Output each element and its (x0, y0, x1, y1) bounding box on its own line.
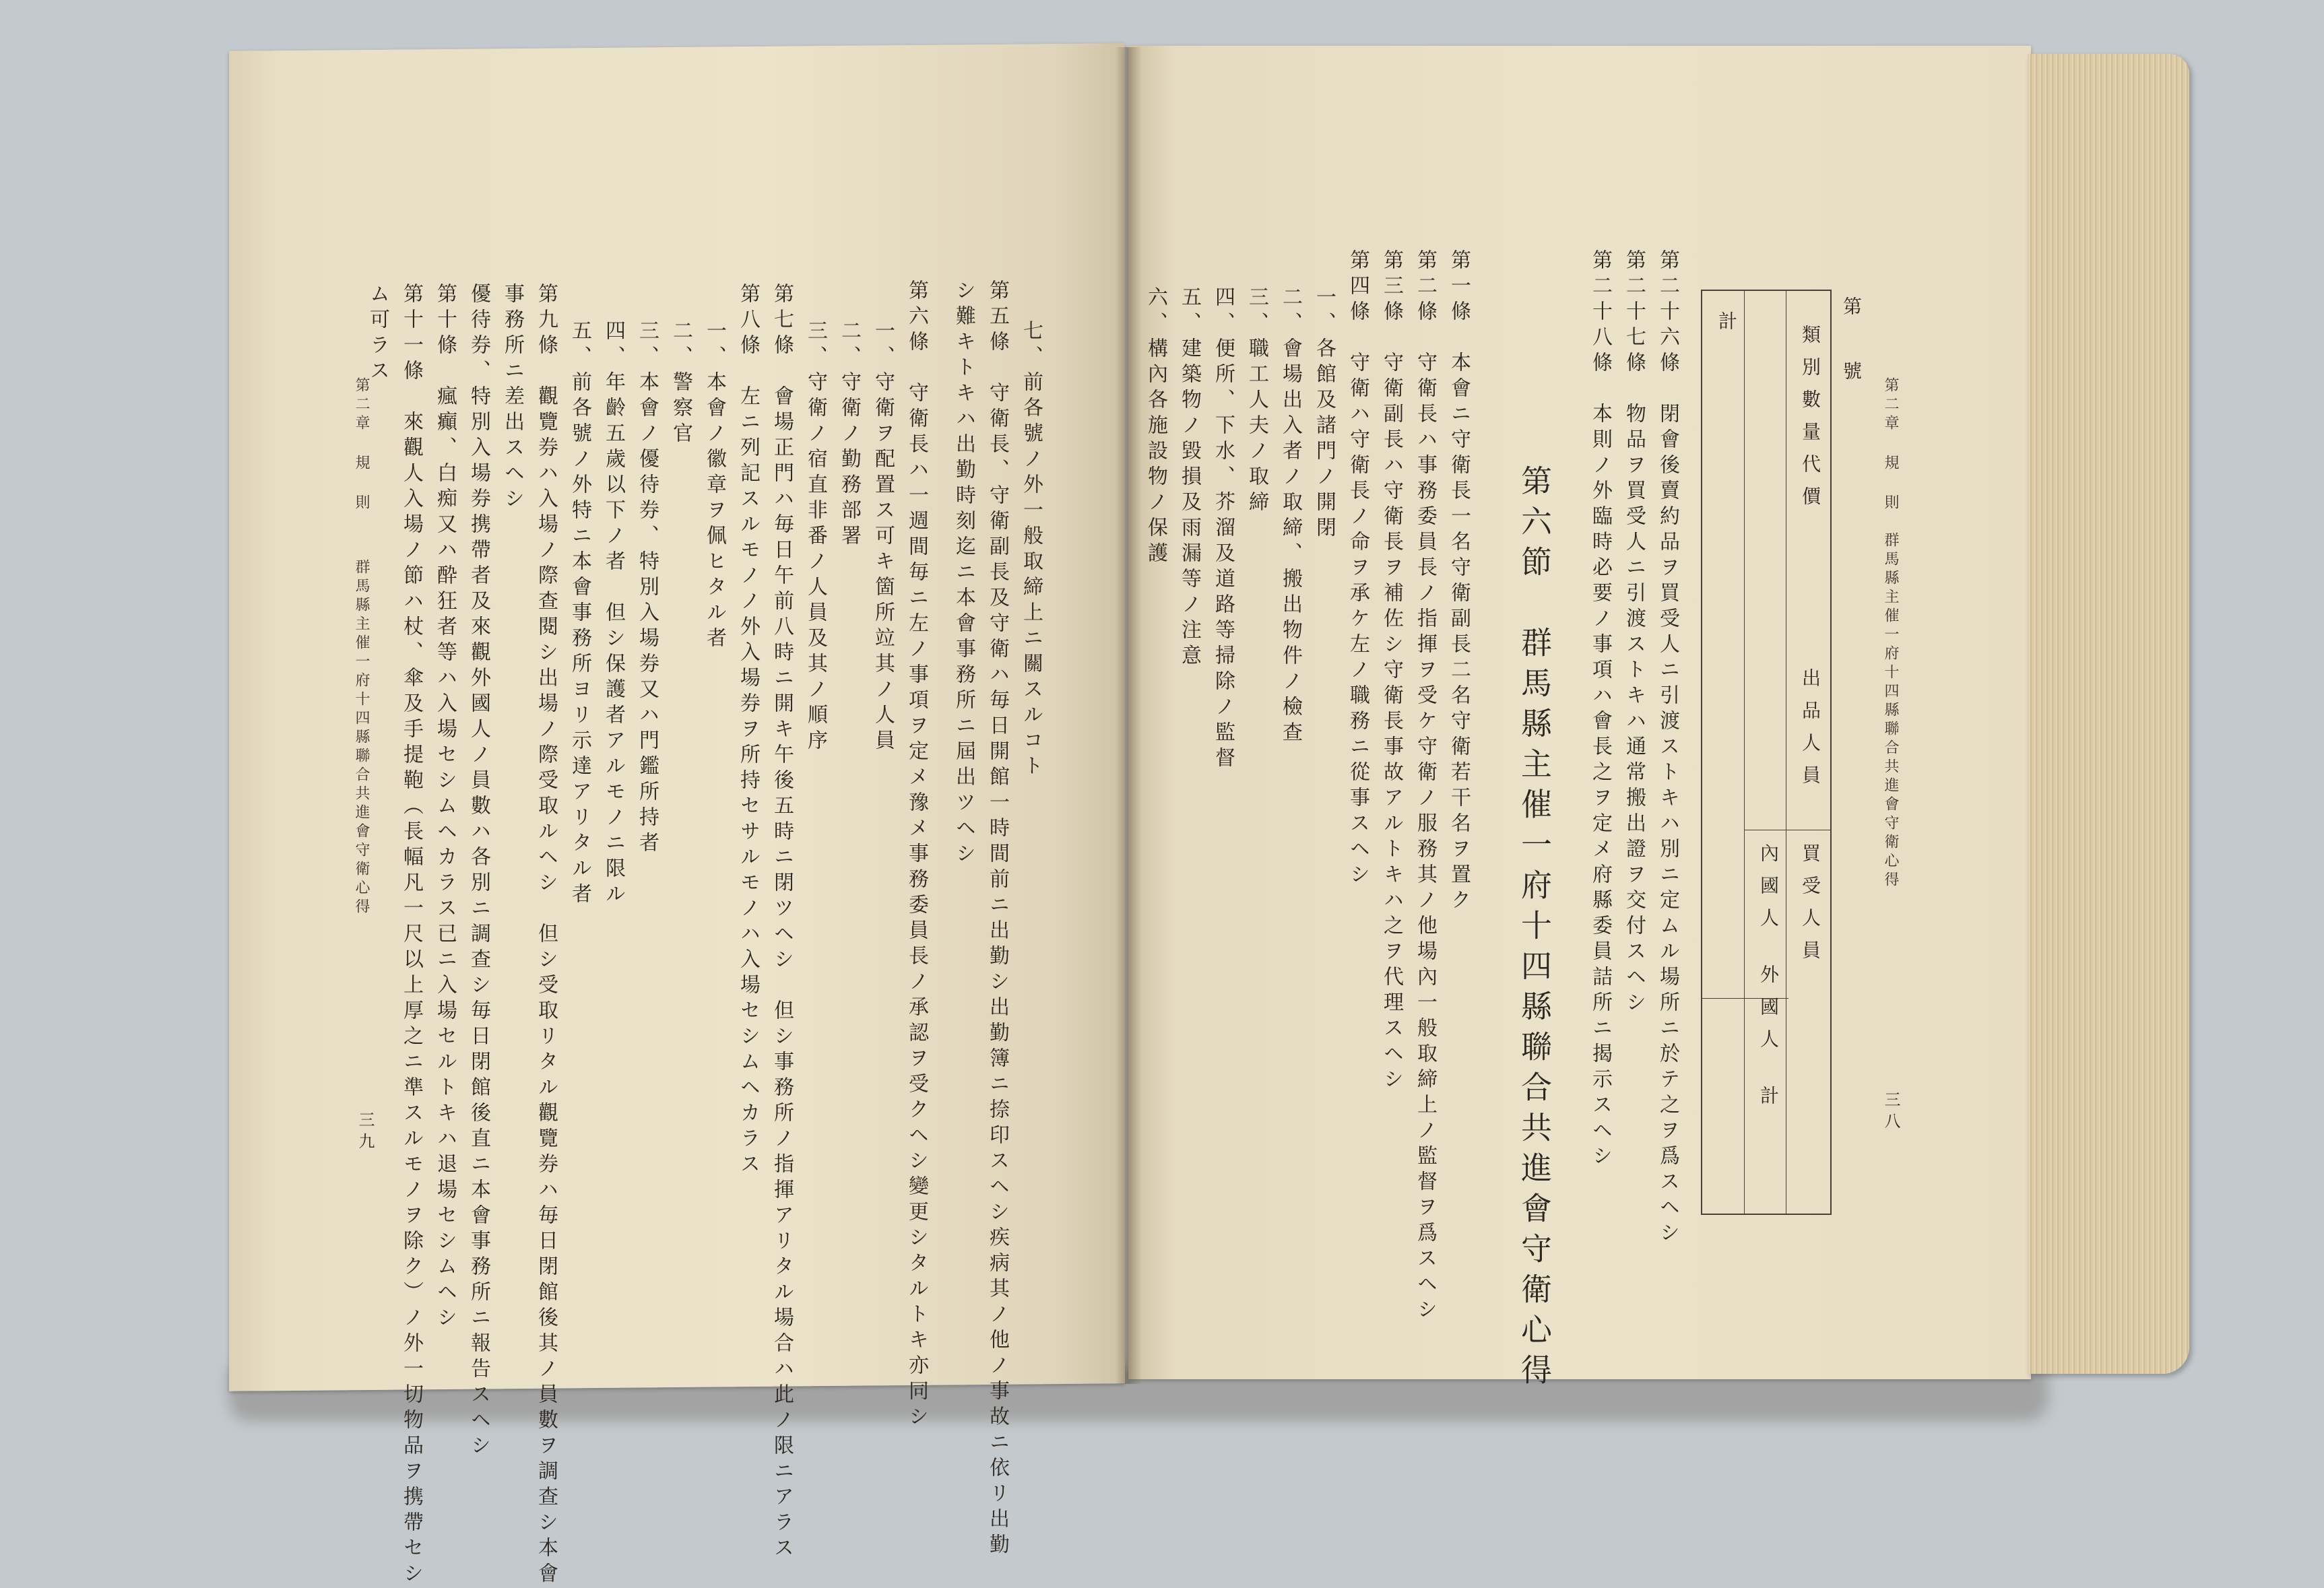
right-line-before-2: 第二十七條 物品ヲ買受人ニ引渡ストキハ通常搬出證ヲ交付スヘシ (1622, 249, 1646, 1017)
right-line-after-8: 四、便所、下水、芥溜及道路等掃除ノ監督 (1211, 286, 1235, 772)
header-category: 類別數量代價 (1799, 325, 1821, 519)
right-line-after-3: 第三條 守衛副長ハ守衛長ヲ補佐シ守衛長事故アルトキハ之ヲ代理スヘシ (1380, 249, 1403, 1094)
right-line-before-3: 第二十八條 本則ノ外臨時必要ノ事項ハ會長之ヲ定メ府縣委員詰所ニ揭示スヘシ (1588, 249, 1612, 1170)
left-line-19: 第十一條 來觀人入場ノ節ハ杖、傘及手提鞄（長幅凡一尺以上厚之ニ準スルモノヲ除ク）ノ外一切物品ヲ携帶セシ (399, 283, 423, 1588)
right-line-after-5: 一、各館及諸門ノ開閉 (1312, 286, 1336, 542)
left-line-9: 第八條 左ニ列記スルモノノ外入場券ヲ所持セサルモノハ入場セシムヘカラス (736, 283, 760, 1179)
section-title: 第六節 群馬縣主催一府十四縣聯合共進會守衛心得 (1516, 465, 1553, 1394)
right-line-after-2: 第二條 守衛長ハ事務委員長ノ指揮ヲ受ケ守衛ノ服務其ノ他場內一般取締上ノ監督ヲ爲スヘシ (1413, 249, 1437, 1324)
right-line-before-1: 第二十六條 閉會後賣約品ヲ買受人ニ引渡ストキハ別ニ定ムル場所ニ於テ之ヲ爲スヘシ (1656, 249, 1679, 1247)
left-line-7: 三、守衛ノ宿直非番ノ人員及其ノ順序 (804, 320, 827, 755)
table-col-divider (1744, 291, 1745, 1214)
right-line-after-6: 二、會場出入者ノ取締、搬出物件ノ檢查 (1279, 286, 1302, 747)
left-title-header: 群馬縣主催一府十四縣聯合共進會守衛心得 (353, 559, 370, 917)
left-line-2: 第五條 守衛長、守衛副長及守衛ハ毎日開館一時間前ニ出勤シ出勤簿ニ捺印スヘシ疾病其ノ他ノ事故ニ依リ出勤 (986, 279, 1009, 1559)
left-line-17: 優待券、特別入場券携帶者及來觀外國人ノ員數ハ各別ニ調查シ毎日閉館後直ニ本會事務所ニ報告スヘシ (467, 283, 490, 1460)
left-line-14: 五、前各號ノ外特ニ本會事務所ヨリ示達アリタル者 (568, 320, 591, 908)
left-page-number: 三九 (356, 1111, 375, 1154)
right-line-after-1: 第一條 本會ニ守衛長一名守衛副長二名守衛若干名ヲ置ク (1447, 249, 1471, 915)
header-exhibitor: 出品人員 (1799, 668, 1821, 797)
left-line-4: 第六條 守衛長ハ一週間毎ニ左ノ事項ヲ定メ豫メ事務委員長ノ承認ヲ受クヘシ變更シタルトキ亦同シ (905, 279, 928, 1431)
right-page-number: 三八 (1881, 1091, 1900, 1134)
right-chapter-header: 第二章 規 則 (1882, 377, 1899, 513)
left-line-20: ム可ラス (366, 283, 389, 385)
left-line-1: 七、前各號ノ外一般取締上ニ關スルコト (1019, 320, 1043, 781)
right-title-header: 群馬縣主催一府十四縣聯合共進會守衛心得 (1882, 532, 1899, 890)
page-edges (2028, 54, 2189, 1374)
left-line-3: シ難キトキハ出勤時刻迄ニ本會事務所ニ屆出ツヘシ (952, 279, 975, 868)
left-line-10: 一、本會ノ徽章ヲ佩ヒタル者 (703, 320, 726, 653)
left-line-5: 一、守衛ヲ配置ス可キ箇所竝其ノ人員 (871, 320, 895, 755)
left-line-13: 四、年齡五歲以下ノ者 但シ保護者アルモノニ限ル (602, 320, 625, 908)
left-line-8: 第七條 會場正門ハ毎日午前八時ニ開キ午後五時ニ閉ツヘシ 但シ事務所ノ指揮アリタル場合ハ此ノ限ニアラス (770, 283, 794, 1562)
right-line-after-7: 三、職工人夫ノ取締 (1245, 286, 1268, 517)
left-line-15: 第九條 觀覽券ハ入場ノ際查閱シ出場ノ際受取ルヘシ 但シ受取リタル觀覽券ハ毎日閉館後其ノ員數ヲ調查シ本會 (534, 283, 558, 1588)
sales-form-table (1701, 290, 1832, 1215)
left-line-12: 三、本會ノ優待券、特別入場券又ハ門鑑所持者 (635, 320, 659, 857)
left-line-18: 第十條 瘋癲、白痴又ハ酔狂者等ハ入場セシムヘカラス已ニ入場セルトキハ退場セシムヘシ (433, 283, 457, 1332)
header-buyer: 買受人員 (1799, 843, 1821, 972)
header-domestic: 內國人 (1757, 843, 1780, 940)
header-foreign: 外國人 (1757, 964, 1780, 1061)
left-line-11: 二、警察官 (669, 320, 692, 448)
total-label: 計 (1716, 311, 1738, 343)
book-spine (1115, 47, 1142, 1384)
right-line-after-4: 第四條 守衛ハ守衛長ノ命ヲ承ケ左ノ職務ニ從事スヘシ (1346, 249, 1369, 889)
left-chapter-header: 第二章 規 則 (353, 377, 370, 513)
right-line-after-9: 五、建築物ノ毀損及雨漏等ノ注意 (1177, 286, 1201, 670)
header-buyer-total: 計 (1757, 1086, 1780, 1118)
right-line-after-10: 六、構內各施設物ノ保護 (1144, 286, 1167, 568)
left-line-6: 二、守衛ノ勤務部署 (837, 320, 861, 550)
left-line-16: 事務所ニ差出スヘシ (501, 283, 524, 513)
form-number-label: 第 號 (1840, 296, 1863, 393)
